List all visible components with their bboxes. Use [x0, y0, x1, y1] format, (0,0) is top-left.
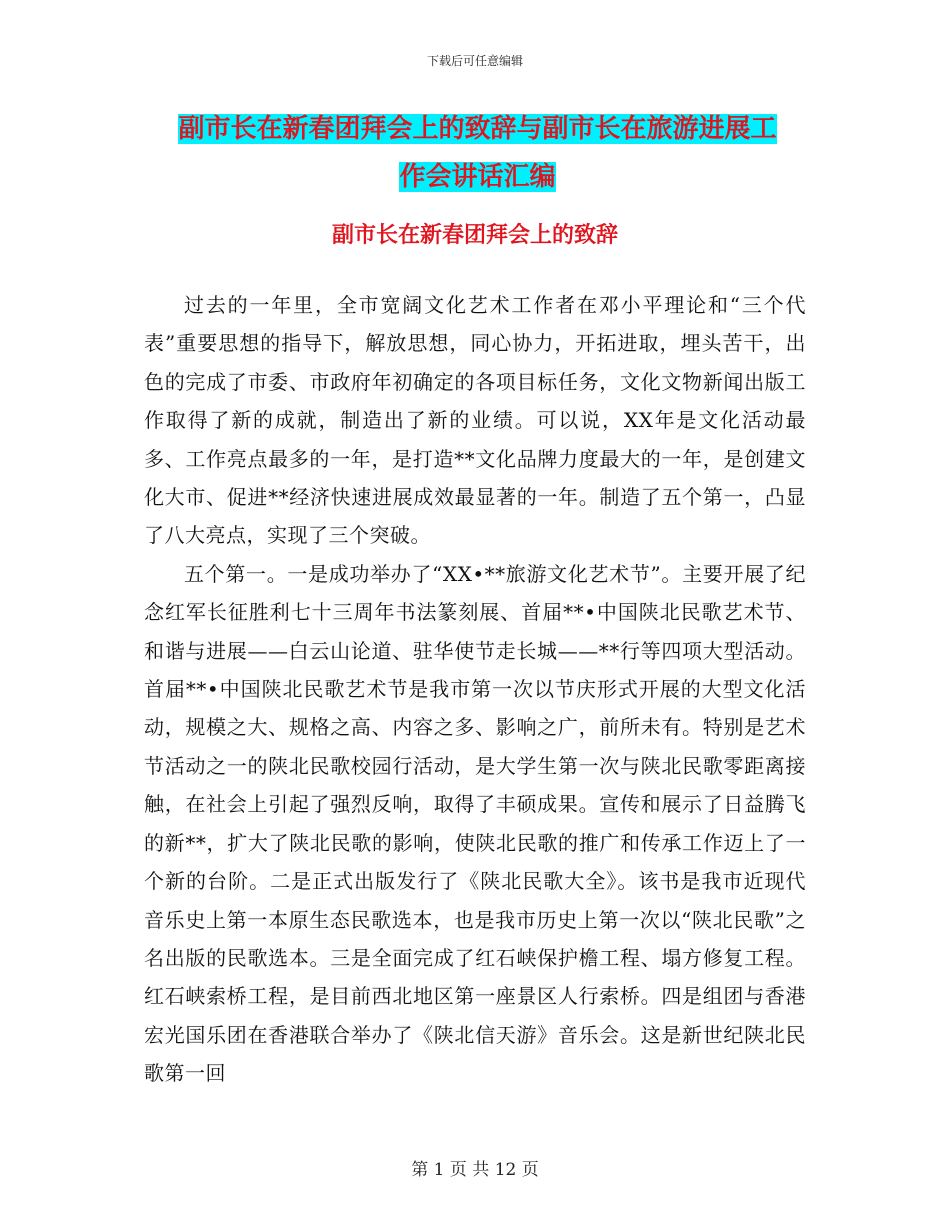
- page-number-footer: 第 1 页 共 12 页: [411, 1160, 539, 1180]
- document-body: [144, 286, 806, 1093]
- document-title: [145, 105, 810, 201]
- page-header-note: 下载后可任意编辑: [426, 54, 523, 68]
- section-title: 副市长在新春团拜会上的致辞: [331, 223, 618, 248]
- body-paragraph: 五个第一。一是成功举办了“XX•**旅游文化艺术节”。主要开展了纪念红军长征胜利七十三周年书法篆刻展、首届**•中国陕北民歌艺术节、和谐与进展——白云山论道、驻华使节走长城——**行等四项大型活动。首届**•中国陕北民歌艺术节是我市第一次以节庆形式开展的大型文化活动，规模之大、规格之高、内容之多、影响之广，前所未有。特别是艺术节活动之一的陕北民歌校园行活动，是大学生第一次与陕北民歌零距离接触，在社会上引起了强烈反响，取得了丰硕成果。宣传和展示了日益腾飞的新**，扩大了陕北民歌的影响，使陕北民歌的推广和传承工作迈上了一个新的台阶。二是正式出版发行了《陕北民歌大全》。该书是我市近现代音乐史上第一本原生态民歌选本，也是我市历史上第一次以“陕北民歌”之名出版的民歌选本。三是全面完成了红石峡保护檐工程、塌方修复工程。红石峡索桥工程，是目前西北地区第一座景区人行索桥。四是组团与香港宏光国乐团在香港联合举办了《陕北信天游》音乐会。这是新世纪陕北民歌第一回: [144, 561, 806, 1086]
- document-title-line-2: 作会讲话汇编: [399, 162, 556, 192]
- document-title-line-1: 副市长在新春团拜会上的致辞与副市长在旅游进展工: [178, 114, 777, 144]
- body-paragraph: 过去的一年里，全市宽阔文化艺术工作者在邓小平理论和“三个代表”重要思想的指导下，解放思想，同心协力，开拓进取，埋头苦干，出色的完成了市委、市政府年初确定的各项目标任务，文化文物新闻出版工作取得了新的成就，制造出了新的业绩。可以说，XX年是文化活动最多、工作亮点最多的一年，是打造**文化品牌力度最大的一年，是创建文化大市、促进**经济快速进展成效最显著的一年。制造了五个第一，凸显了八大亮点，实现了三个突破。: [144, 293, 806, 548]
